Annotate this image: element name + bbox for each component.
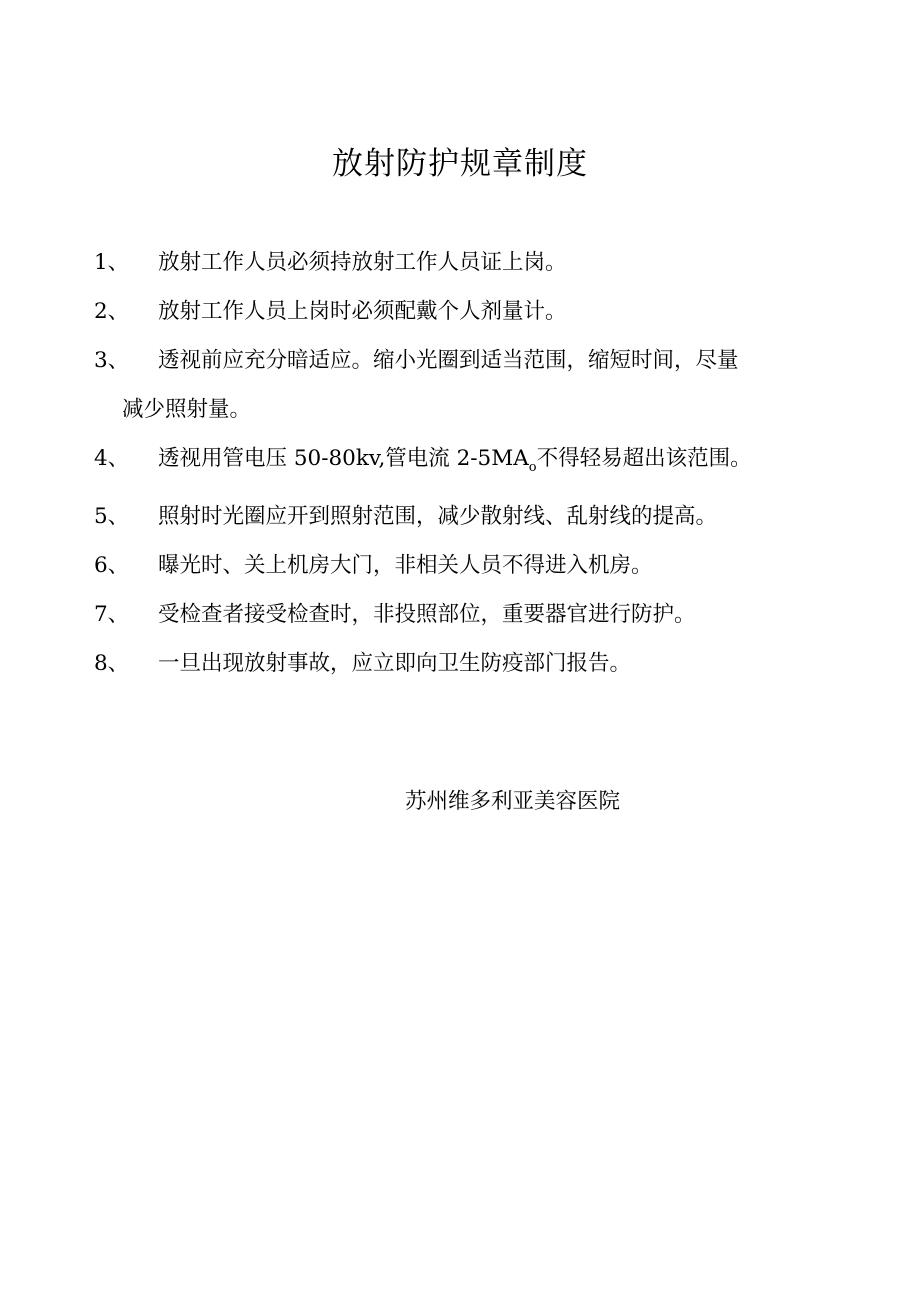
document-title: 放射防护规章制度 xyxy=(332,146,588,182)
rule-item-1 xyxy=(94,238,834,287)
rule-item-7 xyxy=(94,590,834,639)
rule-text: 放射工作人员上岗时必须配戴个人剂量计。 xyxy=(158,299,567,324)
rule-text xyxy=(94,434,834,492)
rule-text: 透视前应充分暗适应。缩小光圈到适当范围，缩短时间，尽量 xyxy=(158,348,739,373)
rule-item-6 xyxy=(94,541,834,590)
rule-text: 照射时光圈应开到照射范围，减少散射线、乱射线的提高。 xyxy=(158,504,718,529)
rule-item-3 xyxy=(94,336,834,434)
rule-number: 1、 xyxy=(94,250,130,275)
rule-number: 7、 xyxy=(94,602,130,627)
rule-text: 曝光时、关上机房大门，非相关人员不得进入机房。 xyxy=(158,553,653,578)
rule-number: 6、 xyxy=(94,553,130,578)
rules-list xyxy=(94,238,834,688)
rule-text-continuation: 减少照射量。 xyxy=(122,397,252,422)
signature-organization: 苏州维多利亚美容医院 xyxy=(405,789,621,814)
rule-item-2 xyxy=(94,287,834,336)
rule-text: 受检查者接受检查时，非投照部位，重要器官进行防护。 xyxy=(158,602,696,627)
rule-text: 一旦出现放射事故，应立即向卫生防疫部门报告。 xyxy=(158,651,632,676)
rule-text-main: 透视用管电压 50-80kv,管电流 2-5MA xyxy=(158,446,529,471)
rule-number: 2、 xyxy=(94,299,130,324)
rule-item-4 xyxy=(94,434,834,492)
rule-number: 8、 xyxy=(94,651,130,676)
rule-item-5 xyxy=(94,492,834,541)
rule-number: 3、 xyxy=(94,348,130,373)
rule-item-8 xyxy=(94,639,834,688)
rule-text-tail: 不得轻易超出该范围。 xyxy=(536,446,752,471)
rule-text: 放射工作人员必须持放射工作人员证上岗。 xyxy=(158,250,567,275)
rule-number: 4、 xyxy=(94,446,130,471)
rule-text-subscript: o xyxy=(528,460,537,475)
rule-number: 5、 xyxy=(94,504,130,529)
